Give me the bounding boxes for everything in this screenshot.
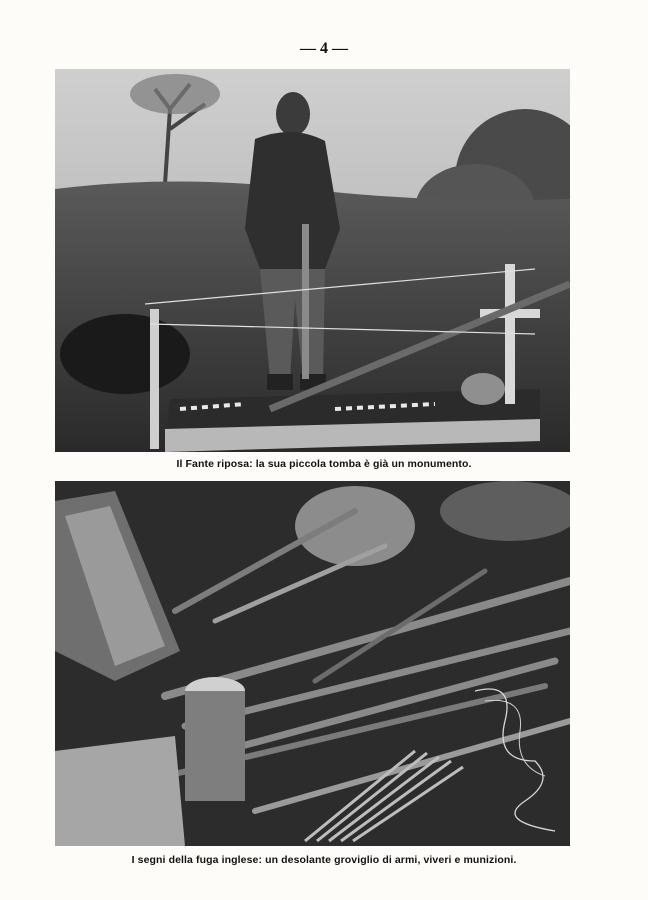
photo-soldier-grave-image: [55, 69, 570, 452]
page-number: — 4 —: [300, 40, 348, 57]
photo-caption-2: I segni della fuga inglese: un desolante groviglio di armi, viveri e munizioni.: [131, 854, 517, 866]
photo-caption-1: Il Fante riposa: la sua piccola tomba è già un monumento.: [176, 458, 472, 470]
photo-abandoned-weapons-image: [55, 481, 570, 846]
photo-abandoned-weapons: [55, 481, 570, 846]
photo-soldier-grave: [55, 69, 570, 452]
